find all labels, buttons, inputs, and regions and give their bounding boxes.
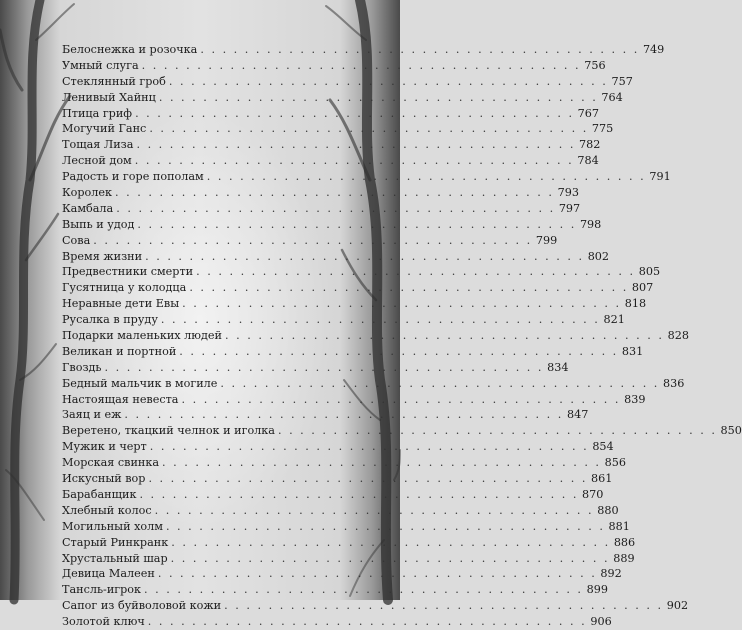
toc-leader-dots: . . . . . . . . . . . . . . . . . . . . . . . . . . . . . . . . . . . . . . . . <box>181 392 621 406</box>
toc-entry-page-number: 834 <box>547 360 569 374</box>
toc-entry-title: Камбала <box>62 201 114 215</box>
toc-entry <box>62 58 606 74</box>
toc-leader-dots: . . . . . . . . . . . . . . . . . . . . . . . . . . . . . . . . . . . . . . . . <box>149 122 589 136</box>
toc-entry <box>62 551 635 567</box>
toc-entry <box>62 201 581 217</box>
toc-entry-page-number: 818 <box>624 297 647 311</box>
toc-leader-dots: . . . . . . . . . . . . . . . . . . . . . . . . . . . . . . . . . . . . . . . . <box>104 360 544 374</box>
toc-entry <box>62 344 644 360</box>
toc-entry-page-number: 831 <box>621 344 644 358</box>
toc-entry-title: Веретено, ткацкий челнок и иголка <box>62 424 275 438</box>
toc-entry <box>62 566 622 582</box>
toc-entry-title: Неравные дети Евы <box>62 297 180 311</box>
toc-entry-title: Великан и портной <box>62 344 177 358</box>
toc-leader-dots: . . . . . . . . . . . . . . . . . . . . . . . . . . . . . . . . . . . . . . . . <box>200 43 640 56</box>
toc-entry-title: Белоснежка и розочка <box>62 43 198 56</box>
toc-leader-dots: . . . . . . . . . . . . . . . . . . . . . . . . . . . . . . . . . . . . . . . . <box>139 487 579 501</box>
toc-leader-dots: . . . . . . . . . . . . . . . . . . . . . . . . . . . . . . . . . . . . . . . . <box>116 201 556 215</box>
toc-entry-title: Русалка в пруду <box>62 313 158 327</box>
toc-entry-title: Гвоздь <box>62 360 102 374</box>
toc-entry <box>62 137 601 153</box>
toc-entry <box>62 535 636 551</box>
toc-entry-page-number: 836 <box>663 376 685 390</box>
toc-entry-title: Барабанщик <box>62 487 137 501</box>
toc-entry-page-number: 881 <box>608 519 630 533</box>
toc-entry-page-number: 870 <box>582 487 604 501</box>
toc-entry-title: Ленивый Хайнц <box>62 90 156 104</box>
toc-entry-title: Могильный холм <box>62 519 163 533</box>
toc-entry-page-number: 892 <box>600 567 622 581</box>
toc-leader-dots: . . . . . . . . . . . . . . . . . . . . . . . . . . . . . . . . . . . . . . . . <box>179 344 619 358</box>
toc-leader-dots: . . . . . . . . . . . . . . . . . . . . . . . . . . . . . . . . . . . . . . . . <box>115 186 554 200</box>
toc-entry-page-number: 856 <box>604 456 626 470</box>
toc-leader-dots: . . . . . . . . . . . . . . . . . . . . . . . . . . . . . . . . . . . . . . . . <box>147 615 587 629</box>
toc-entry <box>62 233 558 249</box>
toc-leader-dots: . . . . . . . . . . . . . . . . . . . . . . . . . . . . . . . . . . . . . . . . <box>145 249 585 263</box>
toc-entry-title: Сова <box>62 233 91 247</box>
toc-entry <box>62 153 599 169</box>
toc-entry <box>62 471 613 487</box>
toc-entry <box>62 90 623 106</box>
toc-entry <box>62 328 689 344</box>
toc-leader-dots: . . . . . . . . . . . . . . . . . . . . . . . . . . . . . . . . . . . . . . . . <box>196 265 636 279</box>
toc-entry <box>62 74 633 90</box>
toc-entry-title: Настоящая невеста <box>62 392 179 406</box>
toc-entry-page-number: 757 <box>611 74 633 88</box>
toc-entry-page-number: 756 <box>584 58 606 72</box>
toc-leader-dots: . . . . . . . . . . . . . . . . . . . . . . . . . . . . . . . . . . . . . . . . <box>135 106 575 120</box>
toc-entry-title: Мужик и черт <box>62 440 147 454</box>
toc-entry <box>62 455 626 471</box>
toc-entry-page-number: 798 <box>579 217 602 231</box>
toc-entry-page-number: 784 <box>577 154 599 168</box>
toc-entry <box>62 169 671 185</box>
toc-entry <box>62 185 579 201</box>
toc-entry <box>62 439 614 455</box>
toc-leader-dots: . . . . . . . . . . . . . . . . . . . . . . . . . . . . . . . . . . . . . . . . <box>277 424 717 438</box>
toc-entry-page-number: 802 <box>587 249 610 263</box>
toc-entry-title: Лесной дом <box>62 154 132 168</box>
toc-entry <box>62 519 630 535</box>
toc-leader-dots: . . . . . . . . . . . . . . . . . . . . . . . . . . . . . . . . . . . . . . . . <box>206 170 646 184</box>
toc-entry <box>62 376 685 392</box>
toc-entry-title: Морская свинка <box>62 456 160 470</box>
toc-entry-title: Радость и горе пополам <box>62 170 204 184</box>
toc-leader-dots: . . . . . . . . . . . . . . . . . . . . . . . . . . . . . . . . . . . . . . . . <box>189 281 629 295</box>
toc-entry-page-number: 782 <box>579 138 601 152</box>
toc-entry <box>62 407 589 423</box>
toc-entry-title: Золотой ключ <box>62 615 145 629</box>
toc-entry-page-number: 797 <box>558 201 581 215</box>
toc-entry-title: Гусятница у колодца <box>62 281 187 295</box>
toc-entry-page-number: 880 <box>597 503 619 517</box>
toc-entry-title: Выпь и удод <box>62 217 135 231</box>
toc-entry-title: Искусный вор <box>62 472 146 486</box>
toc-leader-dots: . . . . . . . . . . . . . . . . . . . . . . . . . . . . . . . . . . . . . . . . <box>182 297 622 311</box>
toc-entry <box>62 487 604 503</box>
toc-entry <box>62 264 661 280</box>
toc-leader-dots: . . . . . . . . . . . . . . . . . . . . . . . . . . . . . . . . . . . . . . . . <box>225 329 664 343</box>
toc-leader-dots: . . . . . . . . . . . . . . . . . . . . . . . . . . . . . . . . . . . . . . . . <box>170 551 610 565</box>
toc-entry-title: Девица Малеен <box>62 567 155 581</box>
toc-entry <box>62 598 689 614</box>
toc-leader-dots: . . . . . . . . . . . . . . . . . . . . . . . . . . . . . . . . . . . . . . . . <box>160 313 600 327</box>
toc-entry-page-number: 805 <box>638 265 661 279</box>
toc-entry <box>62 217 602 233</box>
toc-entry-page-number: 793 <box>557 186 579 200</box>
toc-entry <box>62 582 608 598</box>
toc-leader-dots: . . . . . . . . . . . . . . . . . . . . . . . . . . . . . . . . . . . . . . . . <box>165 519 605 533</box>
toc-entry-page-number: 799 <box>535 233 558 247</box>
toc-entry-page-number: 749 <box>642 43 665 56</box>
toc-entry <box>62 121 614 137</box>
toc-entry-title: Могучий Ганс <box>62 122 147 136</box>
toc-entry-title: Тансль-игрок <box>62 583 142 597</box>
toc-entry-page-number: 791 <box>649 170 671 184</box>
toc-entry <box>62 296 647 312</box>
toc-leader-dots: . . . . . . . . . . . . . . . . . . . . . . . . . . . . . . . . . . . . . . . . <box>149 440 589 454</box>
toc-leader-dots: . . . . . . . . . . . . . . . . . . . . . . . . . . . . . . . . . . . . . . . . <box>157 567 597 581</box>
toc-entry-page-number: 854 <box>592 440 614 454</box>
toc-leader-dots: . . . . . . . . . . . . . . . . . . . . . . . . . . . . . . . . . . . . . . . . <box>220 376 660 390</box>
toc-entry <box>62 360 569 376</box>
toc-leader-dots: . . . . . . . . . . . . . . . . . . . . . . . . . . . . . . . . . . . . . . . . <box>168 74 608 88</box>
toc-entry-page-number: 764 <box>601 90 623 104</box>
toc-leader-dots: . . . . . . . . . . . . . . . . . . . . . . . . . . . . . . . . . . . . . . . . <box>148 472 588 486</box>
toc-entry-title: Тощая Лиза <box>62 138 134 152</box>
toc-entry <box>62 503 619 519</box>
toc-leader-dots: . . . . . . . . . . . . . . . . . . . . . . . . . . . . . . . . . . . . . . . . <box>124 408 564 422</box>
toc-leader-dots: . . . . . . . . . . . . . . . . . . . . . . . . . . . . . . . . . . . . . . . . <box>162 456 601 470</box>
toc-entry <box>62 423 742 439</box>
toc-entry-page-number: 821 <box>603 313 625 327</box>
toc-entry-page-number: 902 <box>666 599 689 613</box>
toc-entry-page-number: 839 <box>624 392 646 406</box>
toc-entry-page-number: 899 <box>586 583 608 597</box>
toc-leader-dots: . . . . . . . . . . . . . . . . . . . . . . . . . . . . . . . . . . . . . . . . <box>137 217 577 231</box>
toc-entry-title: Время жизни <box>62 249 143 263</box>
toc-entry-page-number: 828 <box>667 329 689 343</box>
toc-leader-dots: . . . . . . . . . . . . . . . . . . . . . . . . . . . . . . . . . . . . . . . . <box>136 138 576 152</box>
toc-entry-title: Хлебный колос <box>62 503 152 517</box>
toc-leader-dots: . . . . . . . . . . . . . . . . . . . . . . . . . . . . . . . . . . . . . . . . <box>134 154 574 168</box>
toc-entry <box>62 106 600 122</box>
toc-entry-title: Умный слуга <box>62 58 139 72</box>
toc-entry <box>62 42 665 58</box>
toc-entry <box>62 312 625 328</box>
toc-entry-page-number: 906 <box>590 615 612 629</box>
toc-entry-title: Птица гриф <box>62 106 133 120</box>
toc-leader-dots: . . . . . . . . . . . . . . . . . . . . . . . . . . . . . . . . . . . . . . . . <box>144 583 583 597</box>
toc-leader-dots: . . . . . . . . . . . . . . . . . . . . . . . . . . . . . . . . . . . . . . . . <box>171 535 611 549</box>
toc-entry-page-number: 775 <box>591 122 614 136</box>
table-of-contents <box>62 42 742 630</box>
toc-entry-title: Заяц и еж <box>62 408 122 422</box>
toc-entry-page-number: 850 <box>720 424 742 438</box>
toc-entry <box>62 249 610 265</box>
toc-leader-dots: . . . . . . . . . . . . . . . . . . . . . . . . . . . . . . . . . . . . . . . . <box>141 58 581 72</box>
toc-leader-dots: . . . . . . . . . . . . . . . . . . . . . . . . . . . . . . . . . . . . . . . . <box>158 90 598 104</box>
toc-entry-title: Старый Ринкранк <box>62 535 169 549</box>
toc-entry-title: Стеклянный гроб <box>62 74 166 88</box>
toc-entry <box>62 614 612 630</box>
toc-entry-page-number: 861 <box>591 472 613 486</box>
toc-entry <box>62 392 646 408</box>
toc-entry-page-number: 847 <box>566 408 589 422</box>
toc-entry-title: Предвестники смерти <box>62 265 194 279</box>
toc-entry-title: Хрустальный шар <box>62 551 168 565</box>
toc-entry-title: Сапог из буйволовой кожи <box>62 599 222 613</box>
toc-leader-dots: . . . . . . . . . . . . . . . . . . . . . . . . . . . . . . . . . . . . . . . . <box>93 233 533 247</box>
toc-entry-page-number: 886 <box>613 535 636 549</box>
toc-entry-page-number: 807 <box>631 281 654 295</box>
toc-leader-dots: . . . . . . . . . . . . . . . . . . . . . . . . . . . . . . . . . . . . . . . . <box>224 599 664 613</box>
toc-entry-title: Подарки маленьких людей <box>62 329 222 343</box>
toc-entry-title: Бедный мальчик в могиле <box>62 376 218 390</box>
toc-entry <box>62 280 654 296</box>
toc-leader-dots: . . . . . . . . . . . . . . . . . . . . . . . . . . . . . . . . . . . . . . . . <box>154 503 594 517</box>
toc-entry-page-number: 889 <box>613 551 635 565</box>
toc-entry-page-number: 767 <box>577 106 600 120</box>
toc-entry-title: Королек <box>62 186 113 200</box>
